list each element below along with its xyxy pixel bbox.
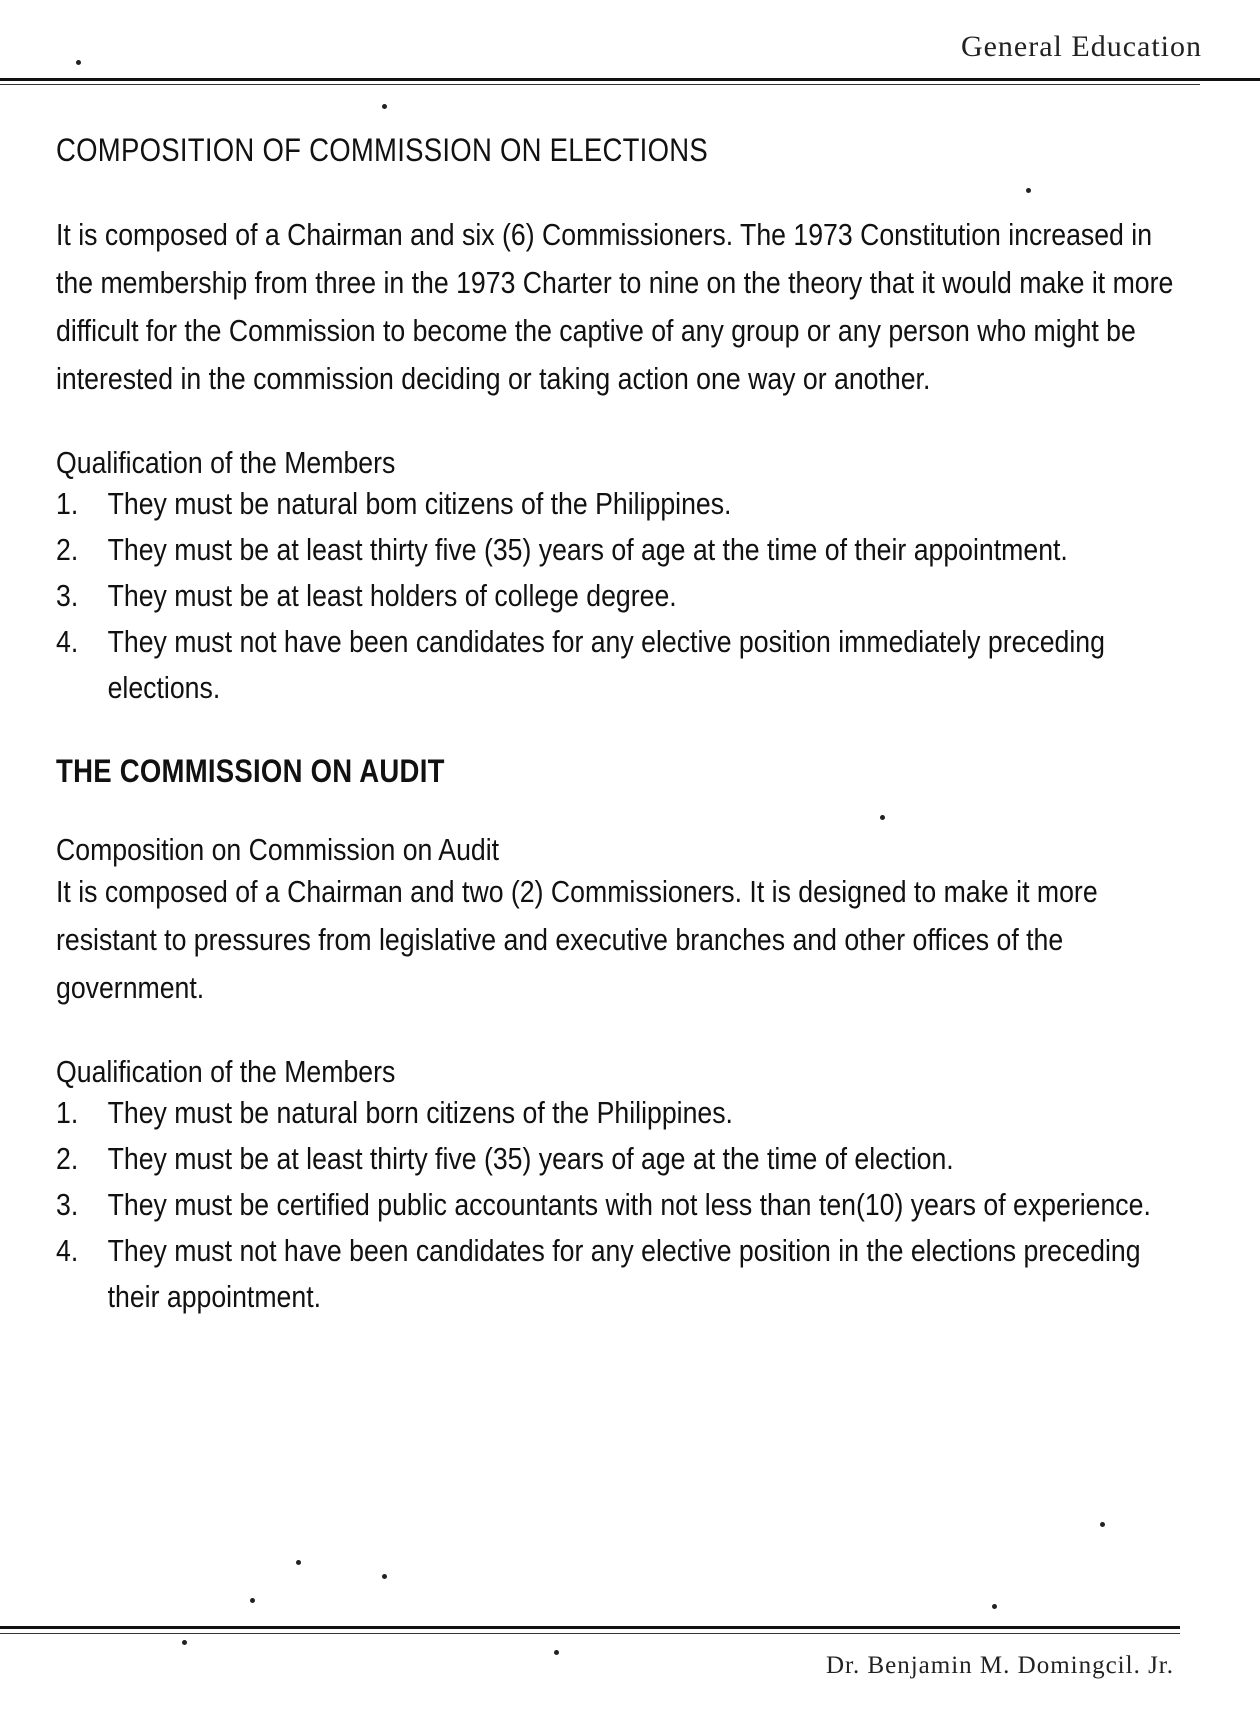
item-text: They must be natural bom citizens of the Philippines. bbox=[107, 486, 732, 521]
list-item bbox=[56, 1228, 1191, 1320]
comelec-heading: COMPOSITION OF COMMISSION ON ELECTIONS bbox=[56, 132, 708, 168]
comelec-qualification-list bbox=[56, 481, 1206, 711]
list-item bbox=[56, 1182, 1191, 1228]
item-text: They must be natural born citizens of the Philippines. bbox=[107, 1095, 733, 1130]
scan-speck bbox=[1100, 1522, 1105, 1527]
running-footer: Dr. Benjamin M. Domingcil. Jr. bbox=[825, 1652, 1174, 1679]
list-item bbox=[56, 481, 1191, 527]
item-number: 2. bbox=[56, 1141, 79, 1176]
footer-rule bbox=[0, 1626, 1180, 1629]
item-number: 4. bbox=[56, 1233, 79, 1268]
coa-paragraph: It is composed of a Chairman and two (2) Commissioners. It is designed to make it more resistant to pressures from legislative and executive branches and other offices of the government. bbox=[56, 874, 1098, 1005]
item-number: 1. bbox=[56, 486, 79, 521]
item-text: They must not have been candidates for any elective position immediately preceding elections. bbox=[107, 624, 1105, 705]
item-text: They must be at least thirty five (35) years of age at the time of election. bbox=[107, 1141, 954, 1176]
page-content bbox=[56, 132, 1206, 1320]
item-number: 3. bbox=[56, 578, 79, 613]
item-number: 4. bbox=[56, 624, 79, 659]
coa-composition-heading: Composition on Commission on Audit bbox=[56, 832, 500, 867]
coa-heading: THE COMMISSION ON AUDIT bbox=[56, 753, 445, 789]
item-text: They must be certified public accountants with not less than ten(10) years of experience. bbox=[107, 1187, 1151, 1222]
item-number: 1. bbox=[56, 1095, 79, 1130]
item-number: 3. bbox=[56, 1187, 79, 1222]
header-rule-thin bbox=[0, 84, 1200, 85]
scan-speck bbox=[296, 1560, 301, 1565]
list-item bbox=[56, 573, 1191, 619]
footer-rule-thin bbox=[0, 1633, 1180, 1634]
list-item bbox=[56, 527, 1191, 573]
item-text: They must not have been candidates for any elective position in the elections preceding their appointment. bbox=[107, 1233, 1141, 1314]
item-text: They must be at least holders of college degree. bbox=[107, 578, 677, 613]
list-item bbox=[56, 619, 1191, 711]
header-rule bbox=[0, 78, 1260, 81]
scan-speck bbox=[182, 1640, 187, 1645]
coa-qualification-list bbox=[56, 1090, 1206, 1320]
list-item bbox=[56, 1090, 1191, 1136]
running-header: General Education bbox=[960, 30, 1202, 63]
scan-speck bbox=[992, 1604, 997, 1609]
scan-speck bbox=[554, 1650, 559, 1655]
item-number: 2. bbox=[56, 532, 79, 567]
comelec-qualification-heading: Qualification of the Members bbox=[56, 445, 396, 480]
scan-speck bbox=[250, 1598, 255, 1603]
scan-speck bbox=[1026, 188, 1031, 193]
list-item bbox=[56, 1136, 1191, 1182]
scan-speck bbox=[76, 60, 81, 65]
scan-speck bbox=[382, 1574, 387, 1579]
scan-speck bbox=[382, 104, 387, 109]
coa-qualification-heading: Qualification of the Members bbox=[56, 1054, 396, 1089]
comelec-paragraph: It is composed of a Chairman and six (6) Commissioners. The 1973 Constitution increased in the membership from three in the 1973 Charter to nine on the theory that it would make it more difficult for the Commission to become the captive of any group or any person who might be interested in the commission deciding or taking action one way or another. bbox=[56, 217, 1174, 396]
scan-speck bbox=[880, 815, 885, 820]
item-text: They must be at least thirty five (35) years of age at the time of their appointment. bbox=[107, 532, 1068, 567]
